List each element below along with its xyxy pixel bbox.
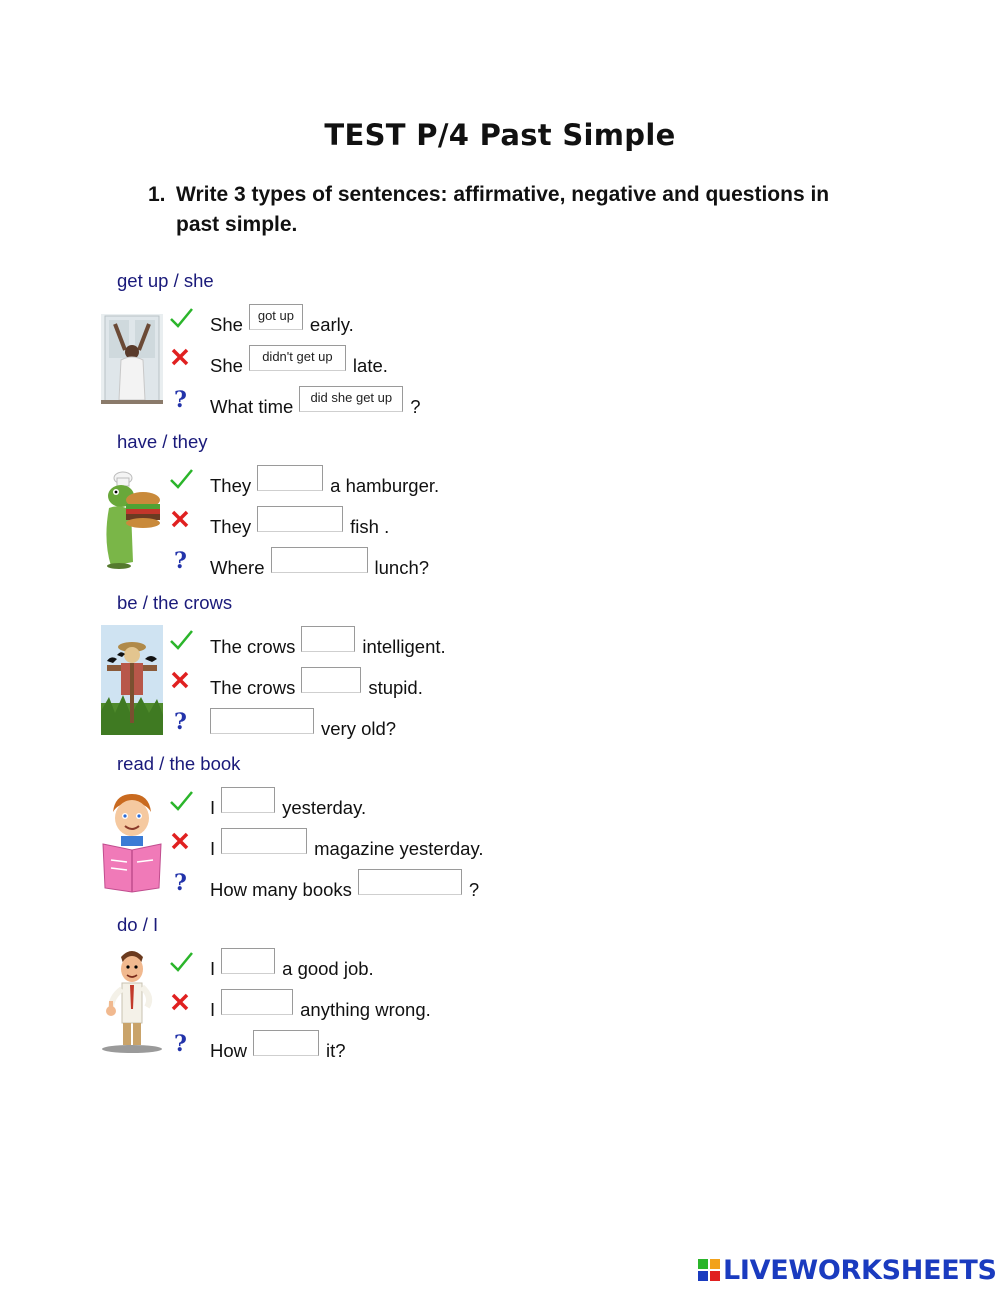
answer-input[interactable] bbox=[271, 547, 368, 573]
sentence-row bbox=[210, 867, 485, 901]
sentence-row bbox=[210, 384, 427, 418]
answer-input[interactable] bbox=[257, 506, 343, 532]
sentence-row bbox=[210, 302, 360, 336]
sentence-start: I bbox=[210, 838, 216, 859]
svg-text:?: ? bbox=[174, 709, 187, 734]
answer-input[interactable] bbox=[257, 465, 323, 491]
sentence-end: stupid. bbox=[368, 677, 423, 698]
sentence-end: ? bbox=[410, 396, 421, 417]
sentence-start: I bbox=[210, 797, 216, 818]
svg-text:?: ? bbox=[174, 1031, 187, 1056]
sentence-start: Where bbox=[210, 557, 265, 578]
sentence-row bbox=[210, 946, 380, 980]
answer-input[interactable] bbox=[221, 787, 275, 813]
sentence-start: How bbox=[210, 1040, 248, 1061]
frog-chef-hamburger-image bbox=[101, 470, 163, 570]
question-icon bbox=[168, 869, 194, 895]
sentence-row bbox=[210, 785, 372, 819]
answer-input[interactable] bbox=[210, 708, 314, 734]
cross-icon bbox=[168, 829, 194, 855]
cross-icon bbox=[168, 507, 194, 533]
check-icon bbox=[168, 949, 194, 975]
sentence-end: late. bbox=[352, 355, 388, 376]
question-icon bbox=[168, 1030, 194, 1056]
sentence-end: a hamburger. bbox=[330, 475, 440, 496]
sentence-end: intelligent. bbox=[362, 636, 446, 657]
sentence-end: yesterday. bbox=[282, 797, 367, 818]
man-thumbs-up-image bbox=[101, 947, 163, 1055]
sentence-start: The crows bbox=[210, 636, 296, 657]
sentence-row bbox=[210, 463, 445, 497]
sentence-start: I bbox=[210, 958, 216, 979]
girl-stretching-image bbox=[101, 314, 163, 404]
answer-input[interactable] bbox=[253, 1030, 319, 1056]
svg-text:?: ? bbox=[174, 548, 187, 573]
cross-icon bbox=[168, 345, 194, 371]
sentence-row bbox=[210, 665, 429, 699]
sentence-row bbox=[210, 545, 435, 579]
scarecrow-crows-image bbox=[101, 625, 163, 735]
sentence-row bbox=[210, 1028, 352, 1062]
sentence-start: They bbox=[210, 516, 252, 537]
check-icon bbox=[168, 466, 194, 492]
logo-text: LIVEWORKSHEETS bbox=[723, 1254, 997, 1286]
sentence-end: very old? bbox=[321, 718, 397, 739]
boy-reading-book-image bbox=[101, 790, 163, 894]
sentence-row bbox=[210, 826, 489, 860]
sentence-end: anything wrong. bbox=[300, 999, 431, 1020]
sentence-end: a good job. bbox=[282, 958, 374, 979]
sentence-end: lunch? bbox=[374, 557, 430, 578]
sentence-end: it? bbox=[326, 1040, 346, 1061]
sentence-row bbox=[210, 343, 394, 377]
sentence-start: She bbox=[210, 355, 243, 376]
answer-input[interactable] bbox=[221, 948, 275, 974]
sentence-start: They bbox=[210, 475, 252, 496]
check-icon bbox=[168, 788, 194, 814]
section-label-be: be / the crows bbox=[117, 592, 233, 613]
answer-input[interactable]: didn't get up bbox=[249, 345, 346, 371]
answer-input[interactable] bbox=[221, 828, 307, 854]
section-label-have: have / they bbox=[117, 431, 208, 452]
sentence-start: I bbox=[210, 999, 216, 1020]
section-label-get-up: get up / she bbox=[117, 270, 214, 291]
sentence-end: ? bbox=[468, 879, 480, 900]
answer-input[interactable]: did she get up bbox=[299, 386, 403, 412]
sentence-row bbox=[210, 706, 402, 740]
instruction-number: 1. bbox=[148, 183, 166, 206]
answer-input[interactable] bbox=[221, 989, 293, 1015]
sentence-start: What time bbox=[210, 396, 294, 417]
sentence-end: magazine yesterday. bbox=[314, 838, 484, 859]
question-icon bbox=[168, 708, 194, 734]
check-icon bbox=[168, 305, 194, 331]
cross-icon bbox=[168, 990, 194, 1016]
liveworksheets-logo[interactable] bbox=[698, 1255, 997, 1285]
section-label-read: read / the book bbox=[117, 753, 241, 774]
answer-input[interactable] bbox=[301, 667, 361, 693]
question-icon bbox=[168, 547, 194, 573]
page-title: TEST P/4 Past Simple bbox=[324, 118, 676, 152]
sentence-row bbox=[210, 624, 452, 658]
question-icon bbox=[168, 386, 194, 412]
check-icon bbox=[168, 627, 194, 653]
sentence-row bbox=[210, 504, 395, 538]
svg-text:?: ? bbox=[174, 870, 187, 895]
sentence-end: fish . bbox=[350, 516, 390, 537]
sentence-start: The crows bbox=[210, 677, 296, 698]
sentence-start: She bbox=[210, 314, 243, 335]
logo-squares-icon bbox=[698, 1259, 720, 1281]
svg-text:?: ? bbox=[174, 387, 187, 412]
instruction-text: Write 3 types of sentences: affirmative, negative and questions in past simple. bbox=[176, 183, 830, 236]
answer-input[interactable] bbox=[301, 626, 355, 652]
answer-input[interactable] bbox=[358, 869, 462, 895]
answer-input[interactable]: got up bbox=[249, 304, 303, 330]
sentence-row bbox=[210, 987, 437, 1021]
cross-icon bbox=[168, 668, 194, 694]
sentence-end: early. bbox=[309, 314, 354, 335]
section-label-do: do / I bbox=[117, 914, 159, 935]
sentence-start: How many books bbox=[210, 879, 352, 900]
